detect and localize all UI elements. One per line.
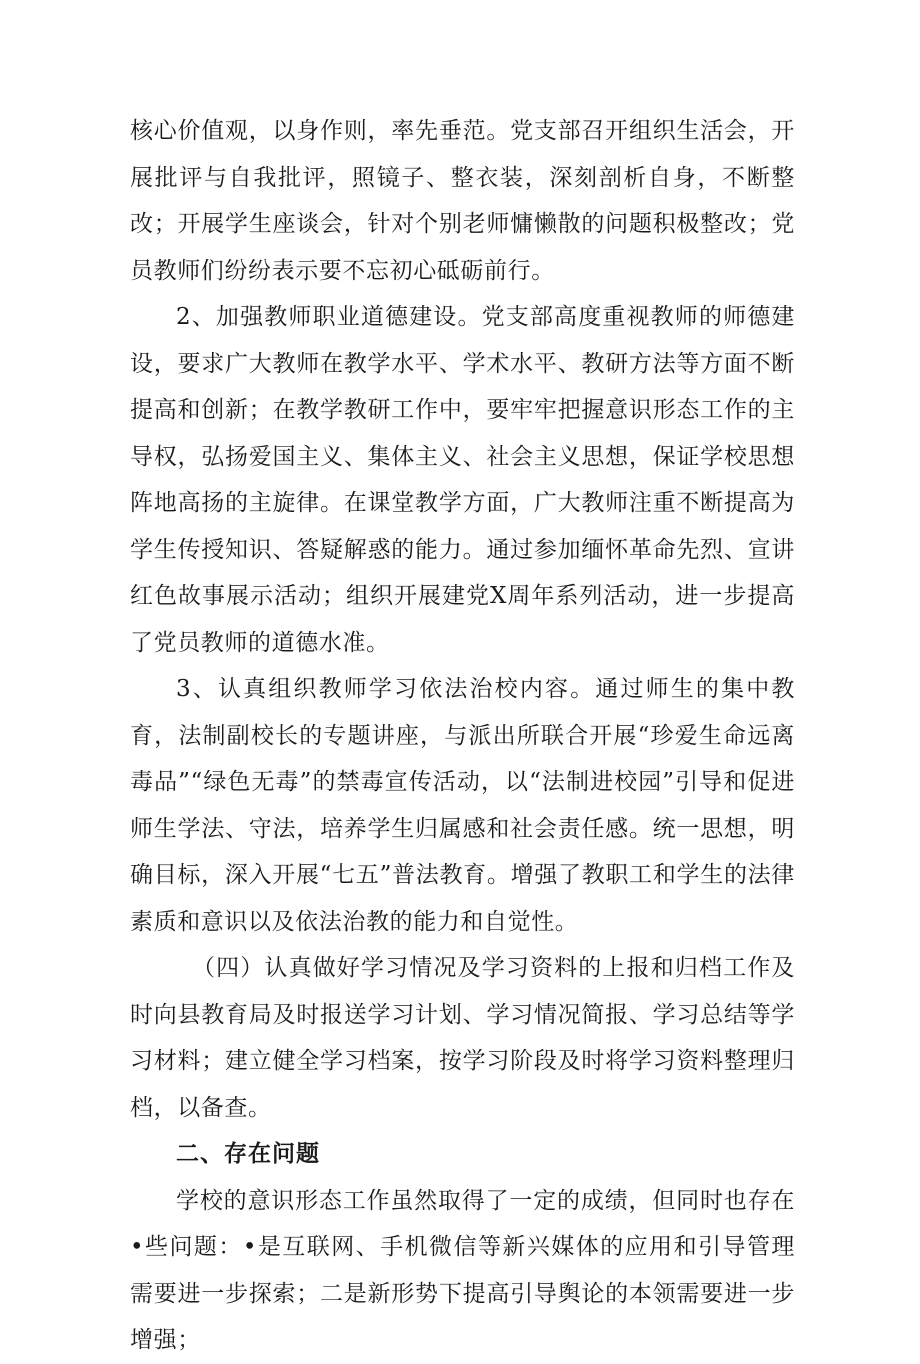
paragraph-problems: 学校的意识形态工作虽然取得了一定的成绩，但同时也存在•些问题：•是互联网、手机微信等新兴媒体的应用和引导管理需要进一步探索；二是新形势下提高引导舆论的本领需要进一步增强； [130,1187,795,1353]
paragraph-core-values: 核心价值观，以身作则，率先垂范。党支部召开组织生活会，开展批评与自我批评，照镜子、整衣装，深刻剖析自身，不断整改；开展学生座谈会，针对个别老师慵懒散的问题积极整改；党员教师们纷纷表示要不忘初心砥砺前行。 [130,118,795,284]
document-body [130,108,795,1364]
paragraph-archiving: （四）认真做好学习情况及学习资料的上报和归档工作及时向县教育局及时报送学习计划、学习情况简报、学习总结等学习材料；建立健全学习档案，按学习阶段及时将学习资料整理归档，以备查。 [130,955,795,1121]
paragraph-teacher-ethics: 2、加强教师职业道德建设。党支部高度重视教师的师德建设，要求广大教师在教学水平、学术水平、教研方法等方面不断提高和创新；在教学教研工作中，要牢牢把握意识形态工作的主导权，弘扬爱国主义、集体主义、社会主义思想，保证学校思想阵地高扬的主旋律。在课堂教学方面，广大教师注重不断提高为学生传授知识、答疑解惑的能力。通过参加缅怀革命先烈、宣讲红色故事展示活动；组织开展建党X周年系列活动，进一步提高了党员教师的道德水准。 [130,304,795,656]
section-heading-problems: 二、存在问题 [176,1141,320,1167]
paragraph-rule-of-law: 3、认真组织教师学习依法治校内容。通过师生的集中教育，法制副校长的专题讲座，与派出所联合开展“珍爱生命远离毒品”“绿色无毒”的禁毒宣传活动，以“法制进校园”引导和促进师生学法、守法，培养学生归属感和社会责任感。统一思想，明确目标，深入开展“七五”普法教育。增强了教职工和学生的法律素质和意识以及依法治教的能力和自觉性。 [130,676,795,935]
